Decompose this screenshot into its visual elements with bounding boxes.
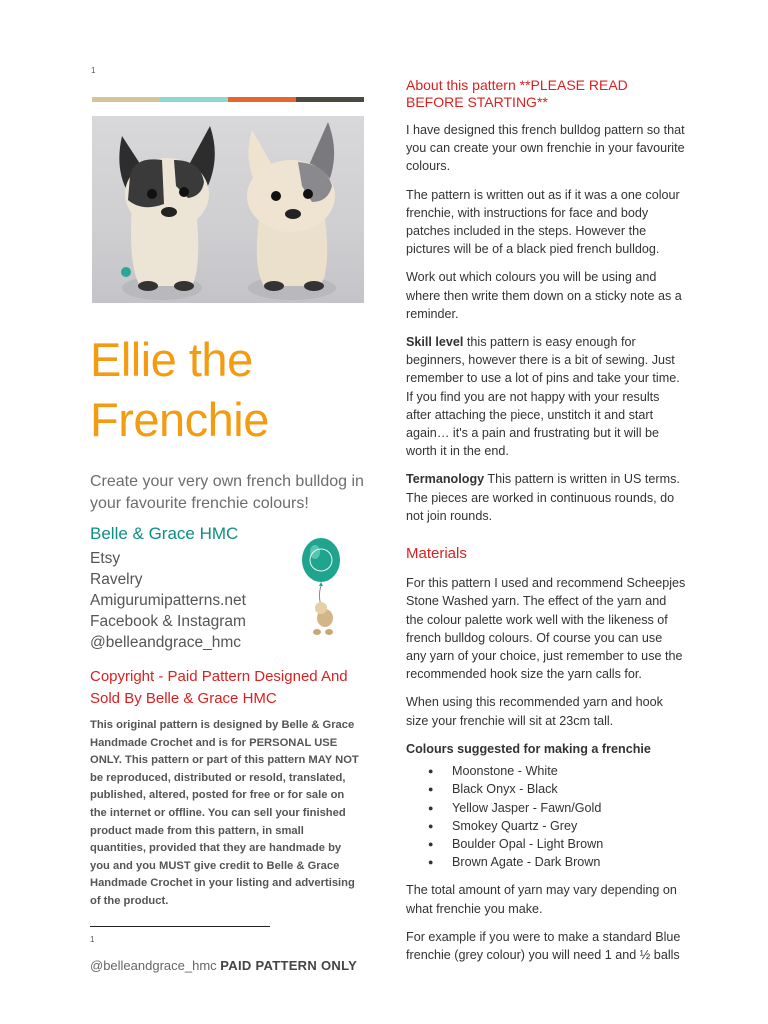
page-subtitle: Create your very own french bulldog in your favourite frenchie colours! (90, 473, 364, 512)
color-bar-segment (228, 97, 296, 102)
copyright-heading: Copyright - Paid Pattern Designed And Sold By Belle & Grace HMC (90, 668, 348, 707)
page-title: Ellie the Frenchie (90, 333, 269, 446)
materials-paragraph-4: For example if you were to make a standard Blue frenchie (grey colour) you will need 1 and ½ balls (406, 929, 681, 962)
materials-paragraph-1: For this pattern I used and recommend Scheepjes Stone Washed yarn. The effect of the yarn and the colour palette work well with the likeness of french bulldog colours. Of course you can use any yarn of your choice, just remember to use the recommended hook size the yarn calls for. (406, 576, 686, 682)
link-amigurumipatterns[interactable]: Amigurumipatterns.net (90, 592, 246, 609)
footer-note: PAID PATTERN ONLY (220, 958, 358, 973)
skill-level-label: Skill level (406, 335, 464, 350)
footnote-divider (90, 926, 270, 927)
colours-list (406, 762, 686, 871)
page-footer (90, 958, 357, 973)
skill-level-paragraph (406, 333, 686, 460)
about-heading: About this pattern **PLEASE READ BEFORE STARTING** (406, 77, 628, 110)
link-etsy[interactable]: Etsy (90, 550, 121, 567)
terminology-paragraph (406, 470, 686, 525)
list-item: ● Moonstone - White (452, 762, 686, 780)
list-item: ● Black Onyx - Black (452, 780, 686, 798)
list-item: ● Boulder Opal - Light Brown (452, 835, 686, 853)
footer-handle: @belleandgrace_hmc (90, 958, 217, 973)
about-paragraph-3: Work out which colours you will be using and where then write them down on a sticky note as a reminder. (406, 270, 682, 321)
link-ravelry[interactable]: Ravelry (90, 571, 143, 588)
materials-heading: Materials (406, 545, 467, 563)
balloon-logo-icon (297, 538, 347, 638)
skill-level-text: this pattern is easy enough for beginners, however there is a bit of sewing. Just remember to use a lot of pins and take your time. If you find you are not happy with your results after attaching the piece, unstitch it and start again… it's a pain and frustrating but it will be worth it in the end. (406, 335, 680, 459)
color-bar-segment (92, 97, 160, 102)
link-handle[interactable]: @belleandgrace_hmc (90, 634, 242, 651)
materials-paragraph-2: When using this recommended yarn and hook size your frenchie will sit at 23cm tall. (406, 695, 663, 728)
about-paragraph-1: I have designed this french bulldog pattern so that you can create your own frenchie in your favourite colours. (406, 123, 685, 174)
right-column (406, 77, 686, 974)
copyright-text: This original pattern is designed by Belle & Grace Handmade Crochet and is for PERSONAL USE ONLY. This pattern or part of this pattern MAY NOT be reproduced, distributed or resold, translated, published, altered, posted for free or for sale on the internet or offline. You can sell your finished product made from this pattern, in small quantities, provided that they are handmade by you and you MUST give credit to Belle & Grace Handmade Crochet in your listing and advertising of the product. (90, 719, 359, 907)
link-facebook-instagram[interactable]: Facebook & Instagram (90, 613, 246, 630)
footnote-mark: 1 (90, 935, 95, 944)
decorative-color-bar (92, 97, 364, 102)
brand-name: Belle & Grace HMC (90, 524, 239, 543)
color-bar-segment (296, 97, 364, 102)
list-item: ● Smokey Quartz - Grey (452, 817, 686, 835)
terminology-label: Termanology (406, 472, 485, 487)
about-paragraph-2: The pattern is written out as if it was a one colour frenchie, with instructions for face and body patches included in the steps. However the pictures will be of a black pied french bulldog. (406, 187, 680, 257)
terminology-text: This pattern is written in US terms. The pieces are worked in continuous rounds, do not join rounds. (406, 472, 680, 523)
color-bar-segment (160, 97, 228, 102)
list-item: ● Yellow Jasper - Fawn/Gold (452, 799, 686, 817)
colours-heading: Colours suggested for making a frenchie (406, 741, 651, 756)
materials-paragraph-3: The total amount of yarn may vary depending on what frenchie you make. (406, 883, 677, 916)
crochet-french-bulldogs-photo (92, 116, 364, 303)
list-item: ● Brown Agate - Dark Brown (452, 853, 686, 871)
top-note-mark: 1 (91, 66, 96, 75)
brand-links (90, 548, 246, 653)
